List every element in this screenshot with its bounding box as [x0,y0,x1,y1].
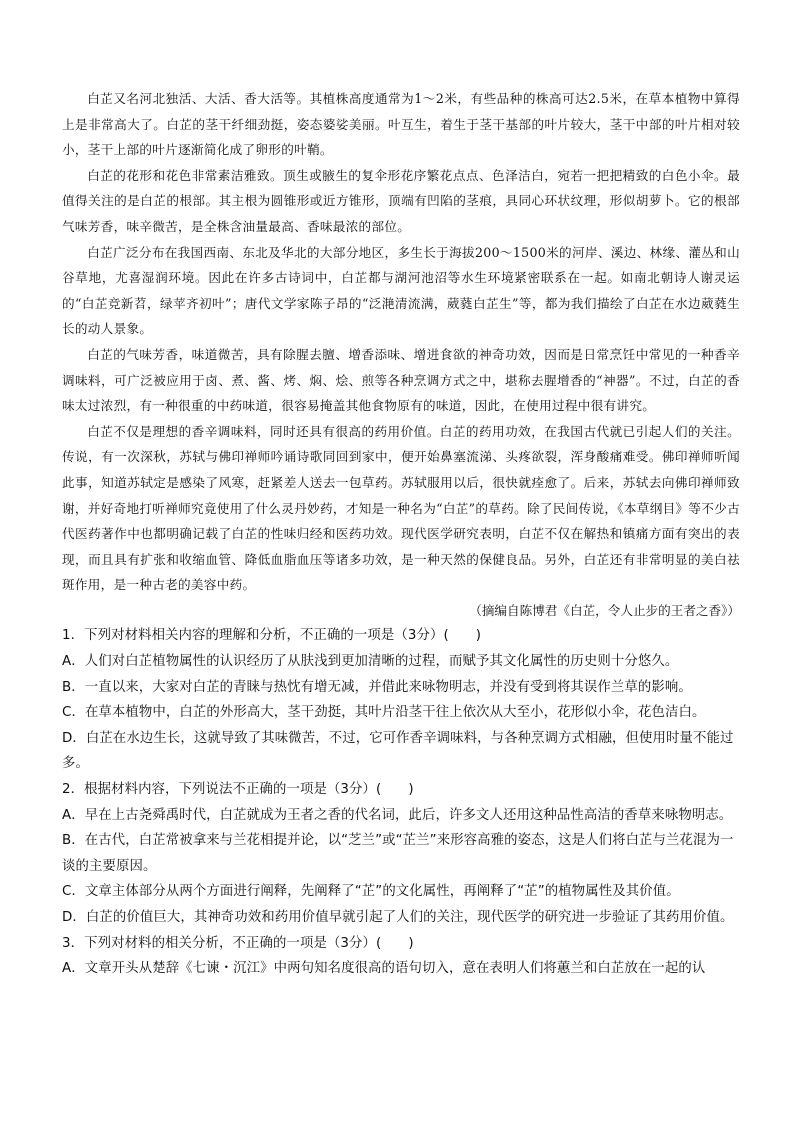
option-a: A．早在上古尧舜禹时代，白芷就成为王者之香的代名词，此后，许多文人还用这种品性高洁的香草来咏物明志。 [62,807,733,823]
article-paragraph-5: 白芷不仅是理想的香辛调味料，同时还具有很高的药用价值。白芷的药用功效，在我国古代就已引起人们的关注。传说，有一次深秋，苏轼与佛印禅师吟诵诗歌同回到家中，便开始鼻塞流涕、头疼欲裂，浑身酸痛难受。佛印禅师听闻此事，知道苏轼定是感染了风寒，赶紧差人送去一包草药。苏轼服用以后，很快就痊愈了。后来，苏轼去向佛印禅师致谢，并好奇地打听禅师究竟使用了什么灵丹妙药，才知是一种名为“白芷”的草药。除了民间传说，《本草纲目》等不少古代医药著作中也都明确记载了白芷的性味归经和医药功效。现代医学研究表明，白芷不仅在解热和镇痛方面有突出的表现，而且具有扩张和收缩血管、降低血脂血压等诸多功效，是一种天然的保健良品。另外，白芷还有非常明显的美白祛斑作用，是一种古老的美容中药。 [62,423,740,593]
question-2 [62,777,740,931]
option-c: C．文章主体部分从两个方面进行阐释，先阐释了“芷”的文化属性，再阐释了“芷”的植物属性及其价值。 [62,884,680,900]
option-d: D．白芷在水边生长，这就导致了其味微苦，不过，它可作香辛调味料，与各种烹调方式相融，但使用时量不能过多。 [62,730,734,772]
question-stem: 1．下列对材料相关内容的理解和分析，不正确的一项是（3分）( ) [62,628,482,644]
question-1 [62,623,740,777]
article-paragraph-2: 白芷的花形和花色非常素洁雅致。顶生或腋生的复伞形花序繁花点点、色泽洁白，宛若一把把精致的白色小伞。最值得关注的是白芷的根部。其主根为圆锥形或近方锥形，顶端有凹陷的茎痕，具同心环状纹理，形似胡萝卜。它的根部气味芳香，味辛微苦，是全株含油量最高、香味最浓的部位。 [62,167,740,234]
article-paragraph-3: 白芷广泛分布在我国西南、东北及华北的大部分地区，多生长于海拔200～1500米的河岸、溪边、林缘、灌丛和山谷草地，尤喜湿润环境。因此在许多古诗词中，白芷都与湖河池沼等水生环境紧密联系在一起。如南北朝诗人谢灵运的“白芷竞新苕，绿苹齐初叶”；唐代文学家陈子昂的“泛滟清流满，葳蕤白芷生”等，都为我们描绘了白芷在水边葳蕤生长的动人景象。 [62,244,740,337]
question-3 [62,931,740,982]
document-page [62,86,740,982]
option-c: C．在草本植物中，白芷的外形高大，茎干劲挺，其叶片沿茎干往上依次从大至小，花形似小伞，花色洁白。 [62,705,706,721]
option-b: B．一直以来，大家对白芷的青睐与热忱有增无减，并借此来咏物明志，并没有受到将其误作兰草的影响。 [62,679,692,695]
question-stem: 2．根据材料内容，下列说法不正确的一项是（3分）( ) [62,782,414,798]
question-stem: 3．下列对材料的相关分析，不正确的一项是（3分）( ) [62,935,414,951]
option-b: B．在古代，白芷常被拿来与兰花相提并论，以“芝兰”或“芷兰”来形容高雅的姿态，这是人们将白芷与兰花混为一谈的主要原因。 [62,833,734,874]
article-source: （摘编自陈博君《白芷，令人止步的王者之香》） [469,602,740,618]
option-d: D．白芷的价值巨大，其神奇功效和药用价值早就引起了人们的关注，现代医学的研究进一步验证了其药用价值。 [62,910,734,925]
article-paragraph-4: 白芷的气味芳香，味道微苦，具有除腥去膻、增香添味、增进食欲的神奇功效，因而是日常烹饪中常见的一种香辛调味料，可广泛被应用于卤、煮、酱、烤、焖、烩、煎等各种烹调方式之中，堪称去腥增香的“神器”。不过，白芷的香味太过浓烈，有一种很重的中药味道，很容易掩盖其他食物原有的味道，因此，在使用过程中很有讲究。 [62,346,740,414]
option-a: A．人们对白芷植物属性的认识经历了从肤浅到更加清晰的过程，而赋予其文化属性的历史则十分悠久。 [62,654,679,670]
option-a: A．文章开头从楚辞《七谏・沉江》中两句知名度很高的语句切入，意在表明人们将蕙兰和白芷放在一起的认 [62,961,706,977]
article-paragraph-1: 白芷又名河北独活、大活、香大活等。其植株高度通常为1～2米，有些品种的株高可达2.5米，在草本植物中算得上是非常高大了。白芷的茎干纤细劲挺，姿态婆娑美丽。叶互生，着生于茎干基部的叶片较大，茎干中部的叶片相对较小，茎干上部的叶片逐渐简化成了卵形的叶鞘。 [62,91,740,158]
